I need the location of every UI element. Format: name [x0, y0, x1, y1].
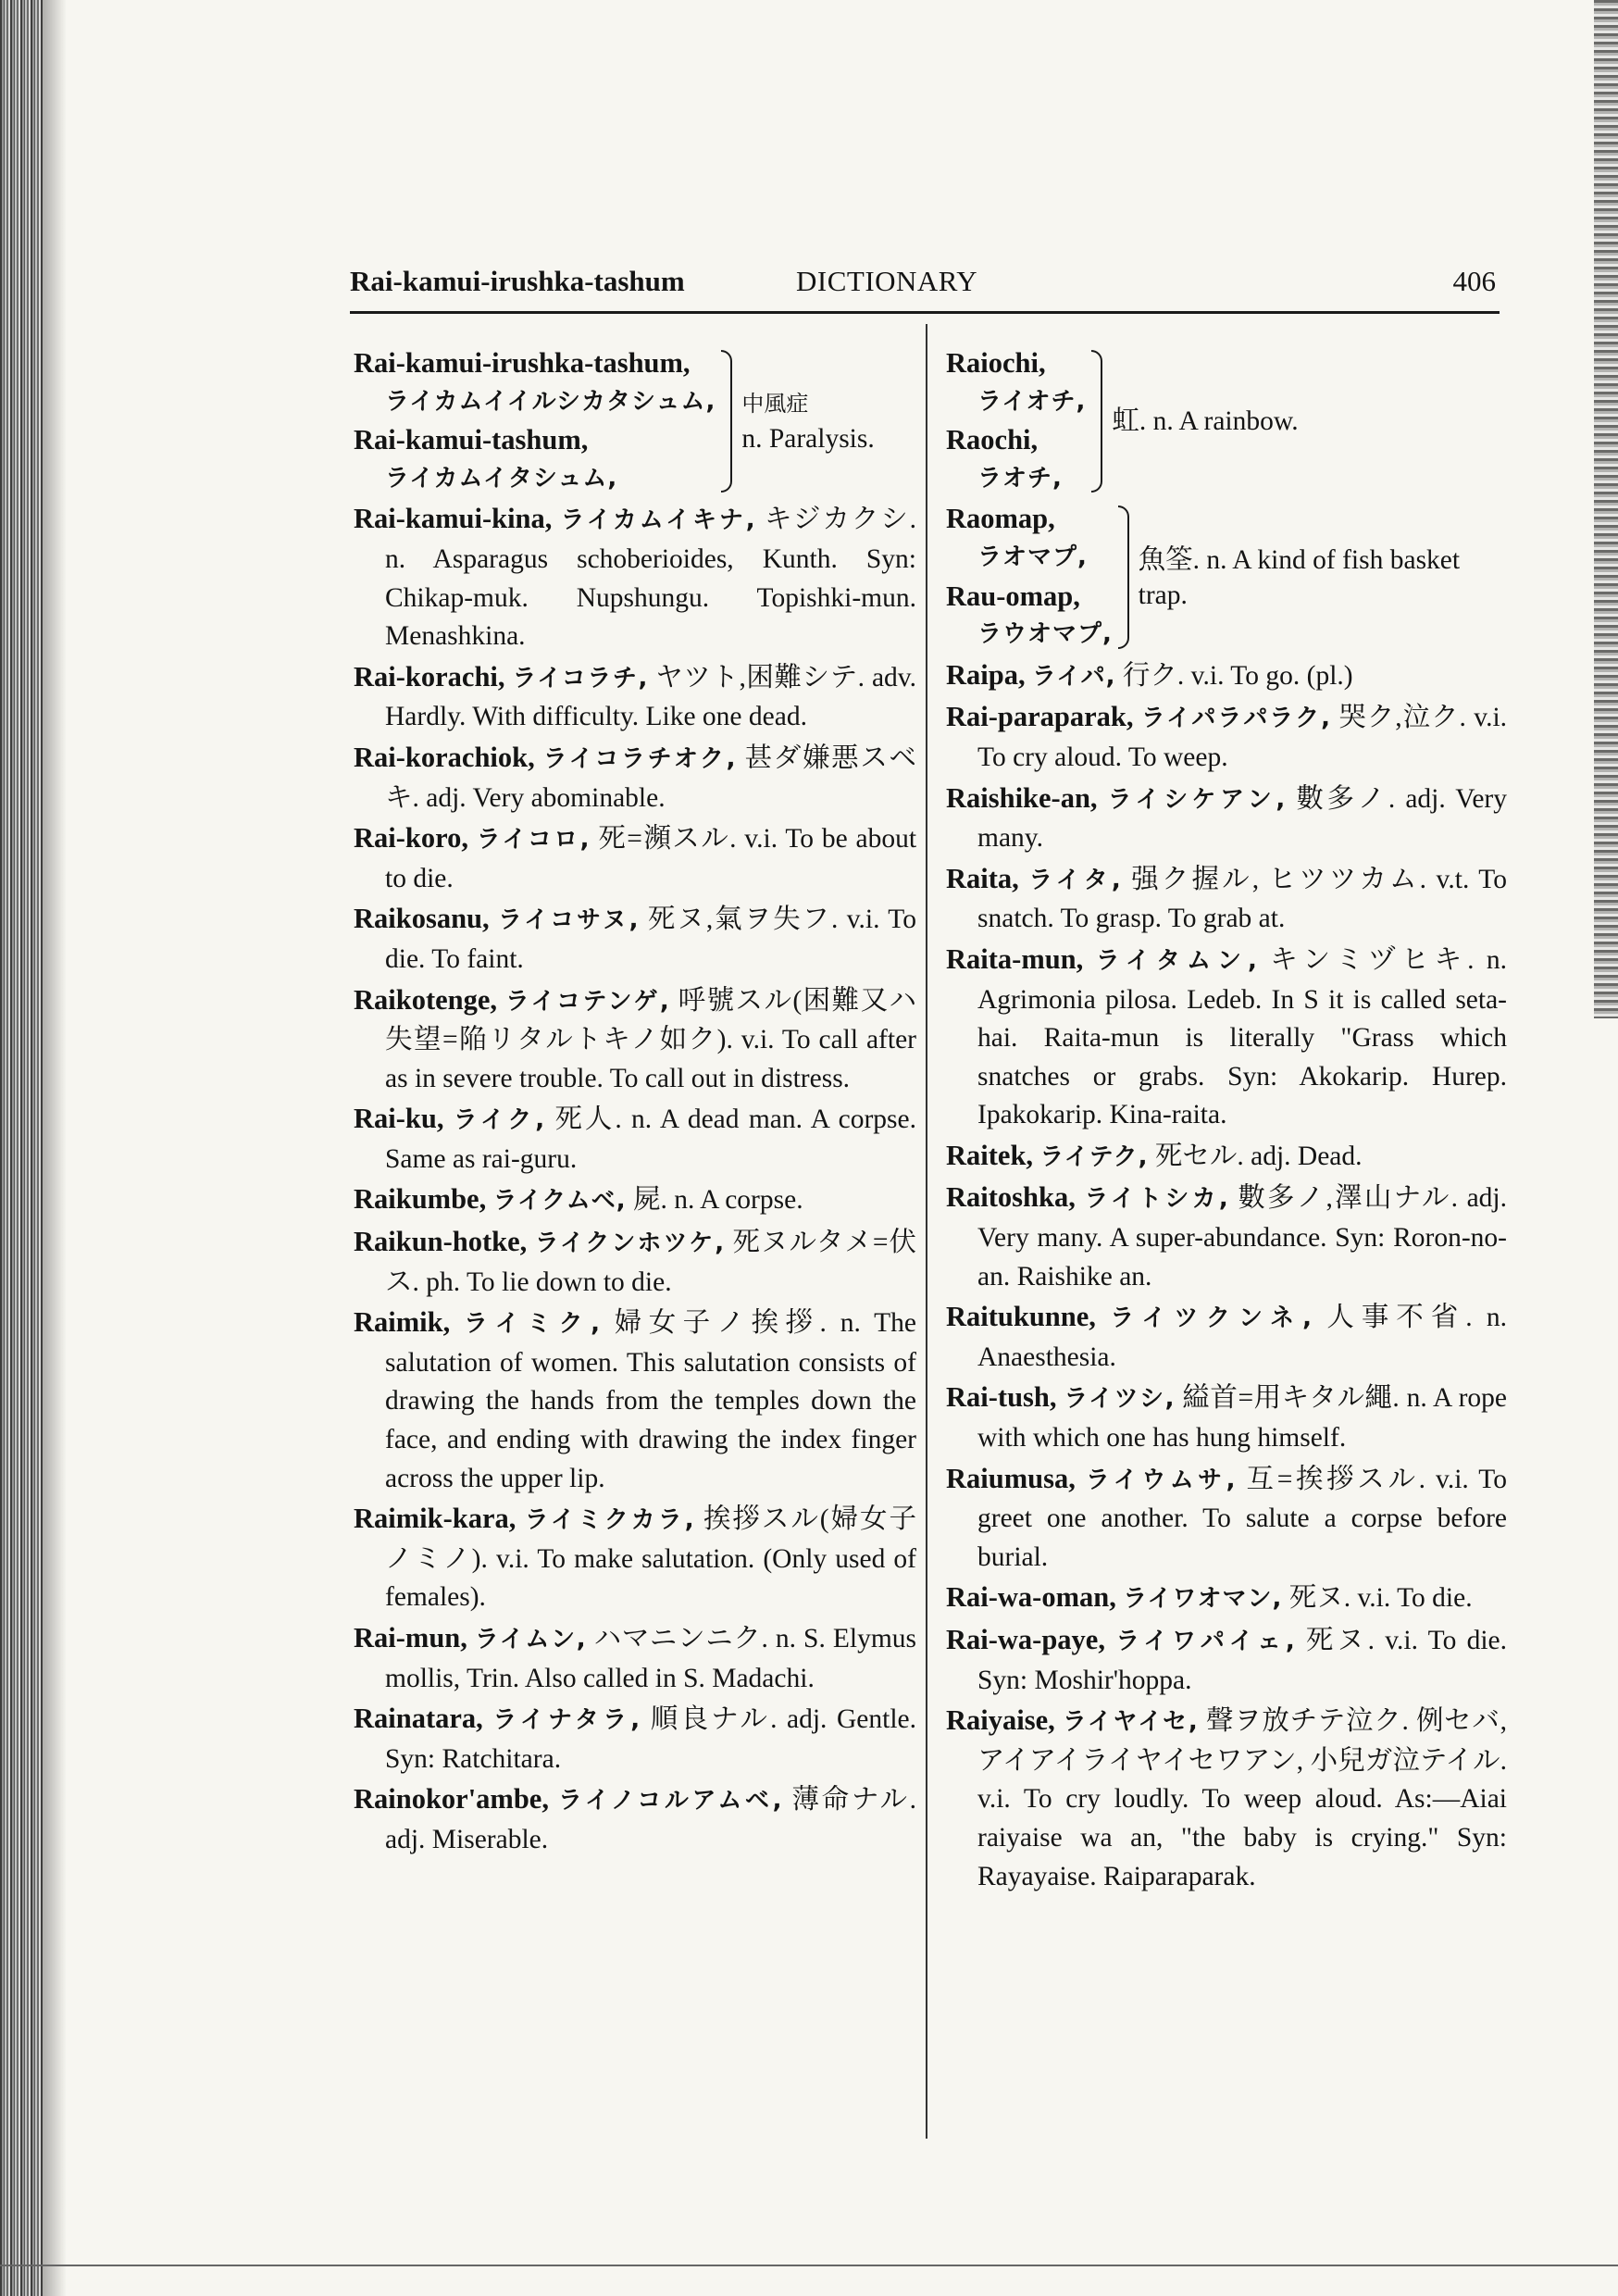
- headword-katakana: ラオマプ,: [977, 543, 1088, 571]
- headword: Raikosanu,: [354, 903, 490, 935]
- group-gloss: [741, 386, 874, 456]
- headword-katakana: ライムン,: [474, 1626, 587, 1653]
- headword: Raitoshka,: [946, 1181, 1076, 1214]
- headword: Raita,: [946, 862, 1019, 894]
- headword-katakana: ライミク,: [464, 1310, 601, 1339]
- column-divider: [926, 324, 927, 2139]
- dictionary-entry: [354, 1100, 916, 1179]
- headword: Rai-mun,: [354, 1622, 467, 1653]
- headword-katakana: ラオチ,: [977, 464, 1063, 493]
- definition: 死=瀕スル. v.i. To be about to die.: [385, 824, 917, 893]
- definition: 薄命ナル. adj. Miserable.: [385, 1785, 917, 1854]
- headword-katakana: ライワパイェ,: [1115, 1628, 1296, 1655]
- definition: 死ヌ,氣ヲ失フ. v.i. To die. To faint.: [385, 905, 916, 974]
- headword-katakana: ライツシ,: [1064, 1385, 1176, 1414]
- definition: 死ヌ. v.i. To die.: [1288, 1583, 1473, 1614]
- headword-katakana: ライツクンネ,: [1110, 1304, 1313, 1333]
- definition: 順良ナル. adj. Gentle. Syn: Ratchitara.: [385, 1704, 917, 1774]
- definition: 甚ダ嫌悪スベキ. adj. Very abominable.: [385, 742, 916, 813]
- bottom-scan-line: [0, 2265, 1618, 2266]
- headword: Raochi,: [946, 424, 1039, 456]
- definition: 死セル. adj. Dead.: [1154, 1141, 1363, 1171]
- headword-katakana: ライクンホツケ,: [534, 1229, 726, 1258]
- headword-katakana: ライクムベ,: [492, 1187, 627, 1216]
- dictionary-entry: [354, 1619, 916, 1698]
- headword: Raipa,: [946, 658, 1026, 691]
- headword: Rai-kamui-tashum,: [354, 424, 589, 456]
- dictionary-entry: [354, 658, 916, 737]
- headword-katakana: ライトシカ,: [1084, 1185, 1229, 1214]
- definition: 强ク握ル, ヒツツカム. v.t. To snatch. To grasp. To grab at.: [977, 864, 1507, 934]
- headword-katakana: ライコテンゲ,: [504, 987, 670, 1016]
- definition: 數多ノ. adj. Very many.: [977, 783, 1507, 854]
- headword: Rau-omap,: [946, 580, 1080, 612]
- dictionary-entry: [946, 1179, 1507, 1296]
- definition: キジカクシ. n. Asparagus schoberioides, Kunth. Syn: Chikap-muk. Nupshungu. Topishki-mun. Menashkina.: [385, 505, 916, 652]
- headword-katakana: ライテク,: [1039, 1142, 1149, 1171]
- definition: 死ヌルタメ=伏ス. ph. To lie down to die.: [385, 1228, 916, 1297]
- entry-group: [946, 500, 1507, 654]
- dictionary-entry: [354, 1780, 916, 1859]
- headword: Rai-paraparak,: [946, 701, 1134, 733]
- header-rule: [350, 311, 1500, 314]
- dictionary-entry: [354, 981, 916, 1099]
- definition: 縊首=用キタル繩. n. A rope with which one has hung himself.: [977, 1383, 1507, 1454]
- headword: Raishike-an,: [946, 781, 1098, 814]
- page-header: [350, 265, 1500, 306]
- headword-katakana: ライコロ,: [476, 826, 591, 855]
- definition: 死ヌ. v.i. To die. Syn: Moshir'hoppa.: [977, 1626, 1508, 1695]
- dictionary-entry: [946, 656, 1507, 697]
- headword-katakana: ライヤイセ,: [1062, 1708, 1199, 1737]
- headword: Raomap,: [946, 503, 1055, 535]
- definition: 人事不省. n. Anaesthesia.: [977, 1303, 1508, 1372]
- definition: 死人. n. A dead man. A corpse. Same as rai-guru.: [385, 1104, 917, 1174]
- dictionary-entry: [946, 1578, 1507, 1619]
- headword-katakana: ライコラチオク,: [542, 744, 737, 773]
- headword-katakana: ライコサヌ,: [497, 906, 640, 935]
- page-number: 406: [1452, 265, 1496, 297]
- right-column: [946, 344, 1507, 1898]
- headword-katakana: ライカムイキナ,: [560, 506, 756, 535]
- headword-katakana: ライカムイイルシカタシュム,: [385, 387, 716, 416]
- definition: キンミヅヒキ. n. Agrimonia pilosa. Ledeb. In S it is called seta-hai. Raita-mun is literally "Grass which snatches or grabs. Syn: Akokarip. Hurep. Ipakokarip. Kina-raita.: [977, 944, 1508, 1130]
- brace: [721, 350, 732, 493]
- headword-katakana: ライコラチ,: [512, 664, 649, 693]
- headword: Raikumbe,: [354, 1183, 487, 1216]
- headword-katakana: ライナタラ,: [492, 1706, 641, 1735]
- headword: Rainokor'ambe,: [354, 1783, 549, 1816]
- headword: Raiumusa,: [946, 1462, 1076, 1494]
- dictionary-entry: [354, 1223, 916, 1302]
- headword-katakana: ライパ,: [1031, 662, 1116, 691]
- dictionary-entry: [354, 1500, 916, 1617]
- headword: Raikun-hotke,: [354, 1226, 528, 1258]
- headword-katakana: ライタ,: [1028, 866, 1122, 894]
- dictionary-entry: [946, 860, 1507, 939]
- definition: 數多ノ,澤山ナル. adj. Very many. A super-abundance. Syn: Roron-no-an. Raishike an.: [977, 1183, 1507, 1292]
- headword: Rai-koro,: [354, 822, 468, 855]
- headword-katakana: ラウオマプ,: [977, 620, 1113, 649]
- scan-edge-left: [0, 0, 43, 2296]
- definition: 屍. n. A corpse.: [633, 1185, 803, 1216]
- headword-katakana: ライタムン,: [1095, 946, 1258, 975]
- headword-katakana: ライカムイタシュム,: [385, 464, 618, 493]
- definition: 挨拶スル(婦女子ノミノ). v.i. To make salutation. (Only used of females).: [385, 1504, 916, 1613]
- entry-group: [354, 344, 916, 498]
- headword: Rai-kamui-irushka-tashum,: [354, 347, 691, 379]
- dictionary-entry: [946, 1298, 1507, 1377]
- headword: Rai-wa-oman,: [946, 1581, 1116, 1614]
- headword-katakana: ライワオマン,: [1123, 1585, 1283, 1614]
- dictionary-entry: [354, 1700, 916, 1778]
- headword: Raimik-kara,: [354, 1503, 517, 1535]
- headword: Raita-mun,: [946, 942, 1084, 975]
- headword-katakana: ライウムサ,: [1085, 1466, 1237, 1494]
- brace: [1091, 350, 1102, 493]
- headword: Raiyaise,: [946, 1704, 1055, 1737]
- kanji-gloss: 中風症: [741, 391, 809, 418]
- headword-katakana: ライオチ,: [977, 387, 1087, 416]
- brace: [1118, 505, 1129, 648]
- definition: n. Paralysis.: [741, 424, 875, 455]
- headword-katakana: ライパラパラク,: [1140, 705, 1332, 733]
- headword-katakana: ライノコルアムベ,: [557, 1787, 783, 1816]
- headword-katakana: ライク,: [453, 1106, 546, 1135]
- headword: Rai-wa-paye,: [946, 1624, 1105, 1655]
- headword: Raikotenge,: [354, 983, 498, 1016]
- headword: Rai-korachiok,: [354, 741, 535, 773]
- headword: Rai-kamui-kina,: [354, 503, 553, 535]
- definition: 聲ヲ放チテ泣ク. 例セバ, アイアイライヤイセワアン, 小兒ガ泣テイル. v.i. To cry loudly. To weep aloud. As:—Aiai raiyaise wa an, "the baby is crying." Syn: Rayayaise. Raiparaparak.: [977, 1706, 1507, 1891]
- headword: Rai-ku,: [354, 1103, 444, 1135]
- dictionary-entry: [946, 780, 1507, 858]
- group-headwords: [946, 500, 1113, 654]
- dictionary-entry: [946, 1137, 1507, 1178]
- headword: Rainatara,: [354, 1703, 483, 1735]
- dictionary-entry: [946, 1702, 1507, 1896]
- headword-katakana: ライミクカラ,: [524, 1506, 695, 1535]
- dictionary-entry: [354, 1304, 916, 1498]
- dictionary-entry: [946, 1621, 1507, 1700]
- entry-group: [946, 344, 1507, 498]
- headword: Raitek,: [946, 1139, 1034, 1171]
- definition: 哭ク,泣ク. v.i. To cry aloud. To weep.: [977, 703, 1508, 772]
- dictionary-entry: [354, 900, 916, 979]
- scan-edge-right: [1594, 0, 1618, 1018]
- headword: Raimik,: [354, 1306, 451, 1339]
- definition: 婦女子ノ挨拶. n. The salutation of women. This salutation consists of drawing the hands from the temples down the face, and ending with drawing the index finger across the upper lip.: [385, 1308, 916, 1493]
- left-column: [354, 344, 916, 1862]
- dictionary-entry: [354, 819, 916, 898]
- dictionary-entry: [946, 1379, 1507, 1457]
- headword-katakana: ライシケアン,: [1107, 785, 1287, 814]
- definition: 互=挨拶スル. v.i. To greet one another. To salute a corpse before burial.: [977, 1464, 1508, 1572]
- definition: 呼號スル(困難又ハ失望=陥リタルトキノ如ク). v.i. To call after as in severe trouble. To call out in distress.: [385, 985, 917, 1093]
- group-headwords: [354, 344, 716, 498]
- dictionary-entry: [946, 698, 1507, 777]
- dictionary-entry: [354, 739, 916, 817]
- running-head: Rai-kamui-irushka-tashum: [350, 265, 685, 297]
- definition: 魚筌. n. A kind of fish basket trap.: [1138, 544, 1461, 610]
- definition: 行ク. v.i. To go. (pl.): [1122, 660, 1353, 691]
- headword: Raiochi,: [946, 347, 1046, 379]
- definition: ヤツト,困難シテ. adv. Hardly. With difficulty. Like one dead.: [385, 662, 916, 732]
- definition: ハマニンニク. n. S. Elymus mollis, Trin. Also called in S. Madachi.: [385, 1624, 916, 1693]
- headword: Raitukunne,: [946, 1301, 1096, 1333]
- dictionary-entry: [354, 1180, 916, 1221]
- section-title: DICTIONARY: [796, 265, 978, 297]
- group-headwords: [946, 344, 1086, 498]
- dictionary-entry: [946, 941, 1507, 1135]
- headword: Rai-korachi,: [354, 660, 505, 693]
- dictionary-entry: [354, 500, 916, 655]
- headword: Rai-tush,: [946, 1381, 1057, 1414]
- definition: 虹. n. A rainbow.: [1112, 406, 1299, 437]
- dictionary-entry: [946, 1460, 1507, 1578]
